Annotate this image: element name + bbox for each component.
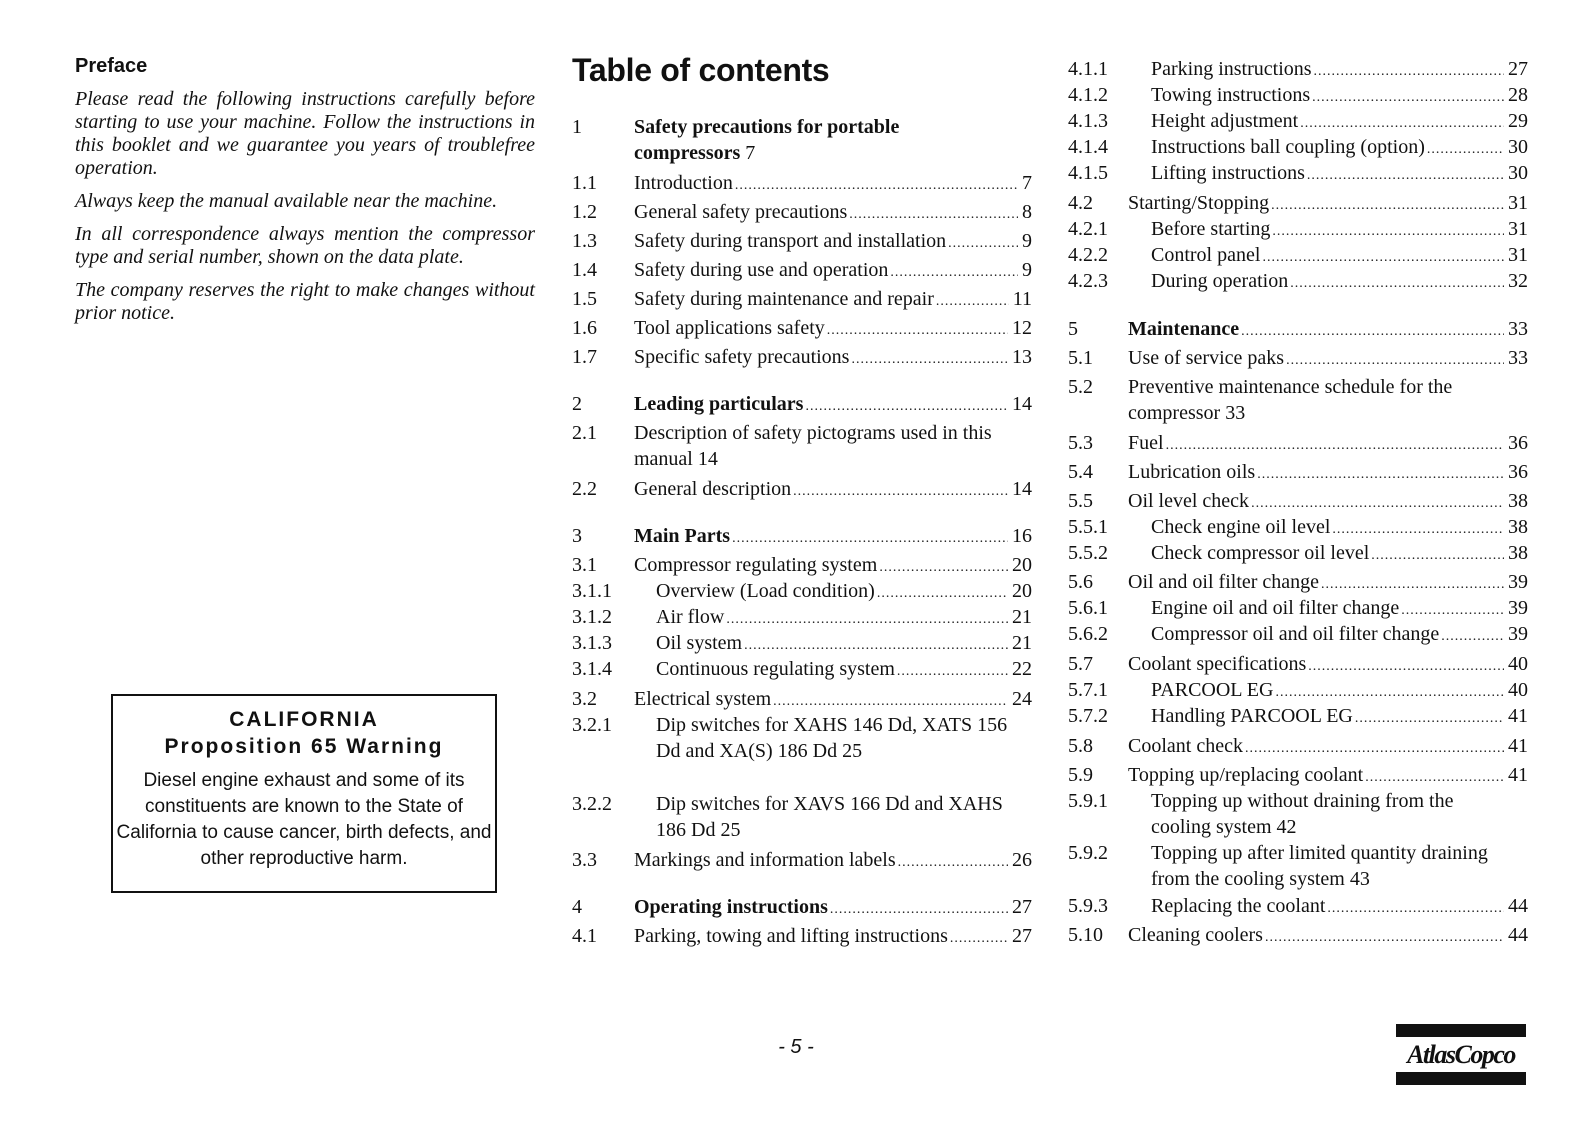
toc-entry-number: 4.2.2 <box>1068 244 1108 266</box>
toc-dot-leader <box>1265 925 1504 951</box>
toc-entry-page: 41 <box>1508 735 1528 757</box>
toc-entry-number: 3.2.2 <box>572 793 612 815</box>
atlas-copco-logo <box>1396 1024 1526 1086</box>
toc-dot-leader <box>1241 319 1504 345</box>
toc-entry-page: 36 <box>1508 432 1528 454</box>
toc-entry-title: Engine oil and oil filter change <box>1151 597 1400 619</box>
toc-entry-title: Specific safety precautions <box>634 346 850 368</box>
toc-dot-leader <box>1245 736 1504 762</box>
toc-entry-title: Tool applications safety <box>634 317 825 339</box>
toc-dot-leader <box>830 897 1008 923</box>
toc-entry-number: 4.2 <box>1068 192 1093 214</box>
toc-dot-leader <box>936 289 1009 315</box>
toc-entry-page: 33 <box>1220 402 1246 424</box>
toc-entry-page: 27 <box>1508 58 1528 80</box>
toc-entry-title: Cleaning coolers <box>1128 924 1263 946</box>
toc-entry-number: 1.3 <box>572 230 597 252</box>
toc-entry-page: 14 <box>692 448 718 470</box>
toc-entry-number: 1.5 <box>572 288 597 310</box>
toc-entry-title: Compressor regulating system <box>634 554 878 576</box>
toc-entry-title: Maintenance <box>1128 318 1240 340</box>
toc-entry-number: 5.6.1 <box>1068 597 1108 619</box>
toc-entry-title: Safety precautions for portable compressors <box>634 116 900 164</box>
toc-entry-page: 30 <box>1508 162 1528 184</box>
toc-entry-number: 5.7.2 <box>1068 705 1108 727</box>
toc-dot-leader <box>948 231 1018 257</box>
toc-entry-number: 3.1.2 <box>572 606 612 628</box>
toc-entry-number: 3.1.1 <box>572 580 612 602</box>
toc-entry-title: Oil and oil filter change <box>1128 571 1320 593</box>
toc-entry-page: 39 <box>1508 623 1528 645</box>
toc-entry-title: Coolant check <box>1128 735 1243 757</box>
warning-title-line2: Proposition 65 Warning <box>164 735 444 758</box>
toc-entry-title: During operation <box>1151 270 1289 292</box>
toc-dot-leader <box>1257 462 1504 488</box>
toc-entry-page: 39 <box>1508 571 1528 593</box>
toc-entry-number: 5.9 <box>1068 764 1093 786</box>
toc-entry-number: 3.2.1 <box>572 714 612 736</box>
toc-dot-leader <box>1441 624 1504 650</box>
toc-entry-number: 3.1.4 <box>572 658 612 680</box>
toc-entry-page: 21 <box>1012 632 1032 654</box>
toc-entry-page: 30 <box>1508 136 1528 158</box>
toc-entry-title: Dip switches for XAVS 166 Dd and XAHS 186 Dd <box>656 793 1003 841</box>
toc-entry-number: 2.2 <box>572 478 597 500</box>
toc-entry-title: Handling PARCOOL EG <box>1151 705 1353 727</box>
toc-entry-page: 31 <box>1508 192 1528 214</box>
toc-entry-title: General description <box>634 478 792 500</box>
toc-entry-number: 4.1.2 <box>1068 84 1108 106</box>
toc-entry-number: 5.9.2 <box>1068 842 1108 864</box>
toc-dot-leader <box>950 926 1008 952</box>
toc-entry-title: Electrical system <box>634 688 772 710</box>
toc-entry-number: 5.4 <box>1068 461 1093 483</box>
toc-entry-number: 5.2 <box>1068 376 1093 398</box>
toc-entry-page: 42 <box>1271 816 1297 838</box>
toc-entry-number: 1.2 <box>572 201 597 223</box>
toc-entry-page: 38 <box>1508 516 1528 538</box>
toc-entry-title: Starting/Stopping <box>1128 192 1270 214</box>
toc-entry-page: 40 <box>1508 653 1528 675</box>
toc-dot-leader <box>1371 543 1504 569</box>
toc-entry-title: Parking, towing and lifting instructions <box>634 925 948 947</box>
toc-entry-number: 5.6 <box>1068 571 1093 593</box>
toc-entry-page: 8 <box>1022 201 1032 223</box>
toc-entry-number: 5.5.1 <box>1068 516 1108 538</box>
toc-entry-page: 7 <box>740 142 756 164</box>
toc-entry-page: 33 <box>1508 318 1528 340</box>
logo-text: AtlasCopco <box>1407 1040 1515 1069</box>
toc-entry-title: Instructions ball coupling (option) <box>1151 136 1425 158</box>
toc-entry-page: 44 <box>1508 924 1528 946</box>
page-number: - 5 - <box>778 1036 814 1058</box>
toc-dot-leader <box>897 659 1008 685</box>
toc-dot-leader <box>732 526 1008 552</box>
logo-bar-top <box>1396 1024 1526 1037</box>
toc-dot-leader <box>793 479 1008 505</box>
toc-entry-number: 4.2.1 <box>1068 218 1108 240</box>
toc-dot-leader <box>1286 348 1504 374</box>
toc-entry-title: Leading particulars <box>634 393 804 415</box>
toc-entry-page: 38 <box>1508 542 1528 564</box>
toc-entry-number: 2.1 <box>572 422 597 444</box>
toc-entry-page: 36 <box>1508 461 1528 483</box>
toc-entry-number: 4.2.3 <box>1068 270 1108 292</box>
toc-entry-number: 5.5.2 <box>1068 542 1108 564</box>
toc-entry-number: 1 <box>572 116 582 138</box>
toc-entry-page: 38 <box>1508 490 1528 512</box>
toc-entry-page: 25 <box>715 819 741 841</box>
toc-entry-title: Check engine oil level <box>1151 516 1331 538</box>
toc-dot-leader <box>849 202 1018 228</box>
toc-entry-page: 22 <box>1012 658 1032 680</box>
toc-entry-number: 5.8 <box>1068 735 1093 757</box>
toc-entry-title: Continuous regulating system <box>656 658 895 680</box>
toc-dot-leader <box>898 850 1008 876</box>
toc-entry-title: Topping up/replacing coolant <box>1128 764 1364 786</box>
toc-entry-title: Preventive maintenance schedule for the compressor <box>1128 376 1453 424</box>
toc-entry-page: 28 <box>1508 84 1528 106</box>
toc-entry-number: 5.1 <box>1068 347 1093 369</box>
toc-entry-page: 32 <box>1508 270 1528 292</box>
toc-entry-page: 20 <box>1012 580 1032 602</box>
toc-entry-title: Before starting <box>1151 218 1271 240</box>
toc-entry-title: Check compressor oil level <box>1151 542 1370 564</box>
toc-entry-title: Overview (Load condition) <box>656 580 875 602</box>
toc-entry-title: Replacing the coolant <box>1151 895 1326 917</box>
toc-entry-number: 5.10 <box>1068 924 1103 946</box>
toc-title: Table of contents <box>572 52 830 88</box>
preface-section <box>75 55 535 335</box>
toc-entry-page: 41 <box>1508 764 1528 786</box>
toc-entry-page: 11 <box>1012 288 1032 310</box>
toc-entry-title: Parking instructions <box>1151 58 1312 80</box>
toc-entry-page: 31 <box>1508 218 1528 240</box>
toc-entry-number: 3.3 <box>572 849 597 871</box>
toc-entry-title: Lubrication oils <box>1128 461 1256 483</box>
warning-title-line1: CALIFORNIA <box>229 708 379 731</box>
toc-entry-title: PARCOOL EG <box>1151 679 1274 701</box>
toc-entry-number: 5 <box>1068 318 1078 340</box>
toc-entry-title: Operating instructions <box>634 896 828 918</box>
toc-entry-title: Use of service paks <box>1128 347 1285 369</box>
toc-entry-number: 3.1.3 <box>572 632 612 654</box>
toc-dot-leader <box>735 173 1018 199</box>
toc-entry-number: 1.4 <box>572 259 597 281</box>
toc-entry-number: 1.1 <box>572 172 597 194</box>
toc-entry-page: 31 <box>1508 244 1528 266</box>
toc-entry-page: 43 <box>1344 868 1370 890</box>
toc-entry-page: 12 <box>1012 317 1032 339</box>
toc-entry-title: Compressor oil and oil filter change <box>1151 623 1440 645</box>
toc-entry-title: General safety precautions <box>634 201 848 223</box>
toc-entry-title: Description of safety pictograms used in this manual <box>634 422 992 470</box>
toc-entry-page: 20 <box>1012 554 1032 576</box>
toc-entry-page: 27 <box>1012 896 1032 918</box>
toc-entry-number: 3 <box>572 525 582 547</box>
toc-entry-page: 41 <box>1508 705 1528 727</box>
toc-entry-number: 3.2 <box>572 688 597 710</box>
toc-entry-number: 5.5 <box>1068 490 1093 512</box>
toc-entry-page: 9 <box>1022 230 1032 252</box>
toc-entry-title: Coolant specifications <box>1128 653 1307 675</box>
toc-dot-leader <box>890 260 1018 286</box>
toc-dot-leader <box>827 318 1008 344</box>
toc-entry-title: Oil system <box>656 632 743 654</box>
toc-entry-page: 13 <box>1012 346 1032 368</box>
toc-entry-title: Safety during transport and installation <box>634 230 947 252</box>
toc-entry-title: Towing instructions <box>1151 84 1311 106</box>
toc-entry-title: Oil level check <box>1128 490 1250 512</box>
toc-dot-leader <box>1355 706 1504 732</box>
toc-entry-number: 1.6 <box>572 317 597 339</box>
preface-paragraph: Always keep the manual available near the machine. <box>75 190 498 212</box>
toc-entry-page: 14 <box>1012 478 1032 500</box>
logo-bar-bottom <box>1396 1072 1526 1085</box>
toc-entry-number: 1.7 <box>572 346 597 368</box>
toc-entry-page: 24 <box>1012 688 1032 710</box>
toc-entry-page: 29 <box>1508 110 1528 132</box>
toc-entry-number: 5.9.3 <box>1068 895 1108 917</box>
toc-entry-title: Topping up without draining from the cooling system <box>1151 790 1454 838</box>
toc-entry-page: 33 <box>1508 347 1528 369</box>
toc-dot-leader <box>1307 163 1504 189</box>
toc-entry-page: 40 <box>1508 679 1528 701</box>
toc-entry-title: Fuel <box>1128 432 1164 454</box>
toc-entry-page: 27 <box>1012 925 1032 947</box>
toc-entry-number: 5.7 <box>1068 653 1093 675</box>
preface-paragraph: The company reserves the right to make changes without prior notice. <box>75 279 535 324</box>
toc-entry-page: 26 <box>1012 849 1032 871</box>
toc-entry-number: 3.1 <box>572 554 597 576</box>
toc-entry-page: 9 <box>1022 259 1032 281</box>
toc-dot-leader <box>1290 271 1504 297</box>
toc-entry-title: Introduction <box>634 172 733 194</box>
preface-paragraph: In all correspondence always mention the compressor type and serial number, shown on the data plate. <box>75 223 535 268</box>
toc-entry-number: 4 <box>572 896 582 918</box>
toc-entry-page: 44 <box>1508 895 1528 917</box>
toc-entry-title: Air flow <box>656 606 725 628</box>
preface-paragraph: Please read the following instructions carefully before starting to use your machine. Follow the instructions in this booklet and we guarantee you years of troublefree operation. <box>75 88 535 179</box>
toc-entry-title: Height adjustment <box>1151 110 1299 132</box>
warning-body: Diesel engine exhaust and some of its constituents are known to the State of California to cause cancer, birth defects, and other reproductive harm. <box>116 770 492 869</box>
toc-entry-title: Safety during use and operation <box>634 259 889 281</box>
toc-dot-leader <box>1166 433 1504 459</box>
toc-entry-title: Dip switches for XAHS 146 Dd, XATS 156 Dd and XA(S) 186 Dd <box>656 714 1008 762</box>
toc-entry-title: Markings and information labels <box>634 849 896 871</box>
toc-entry-number: 5.3 <box>1068 432 1093 454</box>
toc-entry-page: 14 <box>1012 393 1032 415</box>
toc-dot-leader <box>851 347 1008 373</box>
toc-entry-number: 4.1 <box>572 925 597 947</box>
toc-entry-number: 4.1.1 <box>1068 58 1108 80</box>
prop65-warning-box <box>111 694 497 893</box>
toc-entry-title: Main Parts <box>634 525 731 547</box>
toc-entry-number: 5.6.2 <box>1068 623 1108 645</box>
toc-entry-page: 39 <box>1508 597 1528 619</box>
toc-dot-leader <box>1327 896 1504 922</box>
toc-entry-number: 2 <box>572 393 582 415</box>
toc-entry-number: 5.9.1 <box>1068 790 1108 812</box>
toc-entry-title: Lifting instructions <box>1151 162 1305 184</box>
toc-dot-leader <box>805 394 1008 420</box>
toc-entry-page: 21 <box>1012 606 1032 628</box>
toc-entry-number: 4.1.4 <box>1068 136 1108 158</box>
toc-entry-number: 5.7.1 <box>1068 679 1108 701</box>
toc-entry-page: 7 <box>1022 172 1032 194</box>
toc-entry-page: 25 <box>837 740 863 762</box>
toc-entry-title: Topping up after limited quantity draining from the cooling system <box>1151 842 1488 890</box>
preface-heading: Preface <box>75 55 148 77</box>
toc-entry-title: Safety during maintenance and repair <box>634 288 934 310</box>
toc-entry-number: 4.1.3 <box>1068 110 1108 132</box>
toc-entry-title: Control panel <box>1151 244 1261 266</box>
toc-entry-page: 16 <box>1012 525 1032 547</box>
toc-entry-number: 4.1.5 <box>1068 162 1108 184</box>
